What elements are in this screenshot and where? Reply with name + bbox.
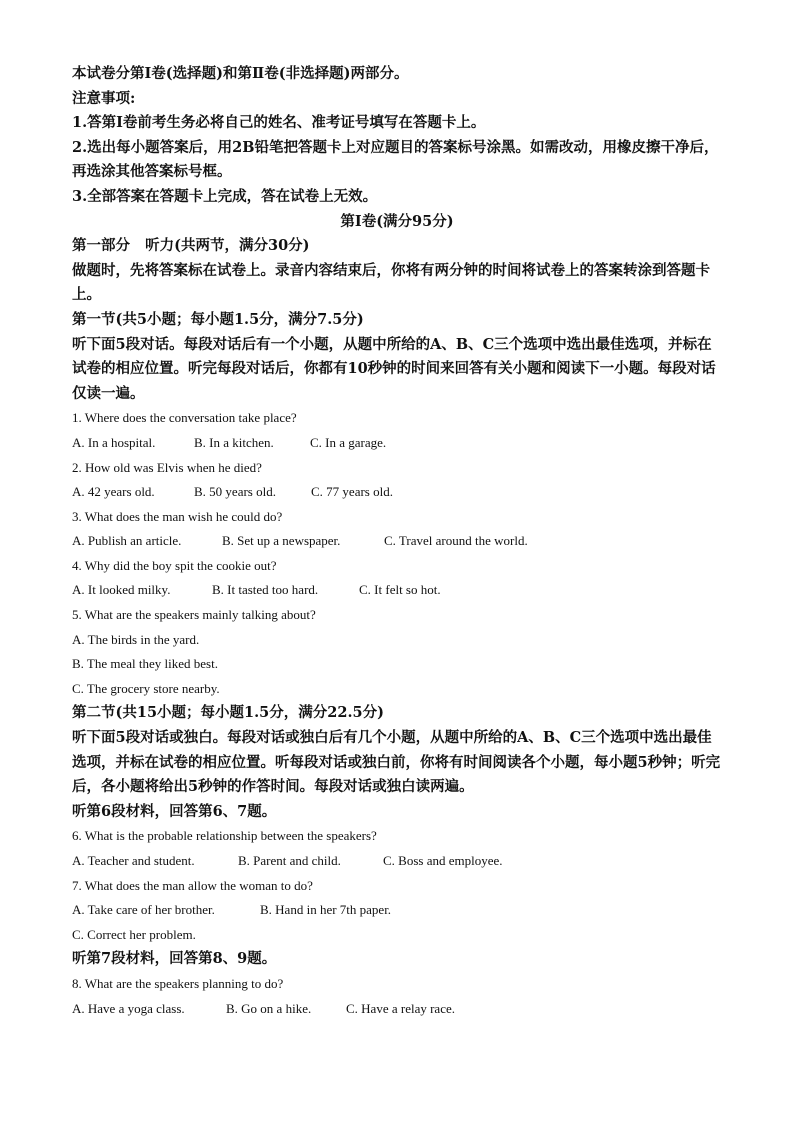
question-1-options <box>72 431 722 456</box>
option-a: A. Take care of her brother. <box>72 902 215 918</box>
option-c: C. Boss and employee. <box>383 853 503 868</box>
volume-title: 第Ⅰ卷(满分95分) <box>340 212 454 230</box>
note-item: 1.答第Ⅰ卷前考生务必将自己的姓名、准考证号填写在答题卡上。 <box>72 114 486 132</box>
question-7: 7. What does the man allow the woman to do? <box>72 877 313 893</box>
option-b: B. Go on a hike. <box>226 1000 312 1016</box>
option-b: B. It tasted too hard. <box>212 582 319 598</box>
notes-title: 注意事项: <box>72 89 136 107</box>
option-c: C. It felt so hot. <box>359 582 441 598</box>
option-b: B. Set up a newspaper. <box>222 533 341 549</box>
question-6-options <box>72 849 722 874</box>
section1-instruction: 听下面5段对话。每段对话后有一个小题，从题中所给的A、B、C三个选项中选出最佳选项，并标在试卷的相应位置。听完每段对话后，你都有10秒钟的时间来回答有关小题和阅读下一小题。每段对话仅读一遍。 <box>72 335 716 402</box>
section1-title: 第一节(共5小题；每小题1.5分，满分7.5分) <box>72 310 364 328</box>
question-1: 1. Where does the conversation take place? <box>72 410 297 426</box>
option-a: A. 42 years old. <box>72 484 155 500</box>
option-a: A. In a hospital. <box>72 434 156 450</box>
option-a: A. Have a yoga class. <box>72 1000 185 1016</box>
option-c: C. Travel around the world. <box>384 533 528 549</box>
option-a: A. Teacher and student. <box>72 853 195 868</box>
question-4-options <box>72 578 722 603</box>
material-7-heading: 听第7段材料，回答第8、9题。 <box>72 950 277 968</box>
option-a: A. The birds in the yard. <box>72 631 200 647</box>
option-c: C. Have a relay race. <box>346 1000 455 1016</box>
question-5: 5. What are the speakers mainly talking about? <box>72 607 316 623</box>
question-6: 6. What is the probable relationship between the speakers? <box>72 828 377 844</box>
option-b: B. 50 years old. <box>194 484 276 500</box>
question-2: 2. How old was Elvis when he died? <box>72 459 262 475</box>
option-c: C. In a garage. <box>310 434 387 450</box>
question-4: 4. Why did the boy spit the cookie out? <box>72 557 277 573</box>
option-a: A. It looked milky. <box>72 582 171 598</box>
section2-instruction: 听下面5段对话或独白。每段对话或独白后有几个小题，从题中所给的A、B、C三个选项中选出最佳选项，并标在试卷的相应位置。听每段对话或独白前，你将有时间阅读各个小题，每小题5秒钟；听完后，各小题将给出5秒钟的作答时间。每段对话或独白读两遍。 <box>72 729 721 796</box>
material-6-heading: 听第6段材料，回答第6、7题。 <box>72 802 277 820</box>
question-3-options <box>72 529 722 554</box>
option-c: C. 77 years old. <box>311 484 393 500</box>
part1-title: 第一部分 听力(共两节，满分30分) <box>72 237 310 255</box>
section2-title: 第二节(共15小题；每小题1.5分，满分22.5分) <box>72 704 384 722</box>
question-8-options <box>72 997 722 1022</box>
note-item: 3.全部答案在答题卡上完成，答在试卷上无效。 <box>72 187 378 205</box>
option-a: A. Publish an article. <box>72 533 182 549</box>
option-b: B. The meal they liked best. <box>72 656 218 672</box>
question-8: 8. What are the speakers planning to do? <box>72 975 284 991</box>
question-2-options <box>72 480 722 505</box>
exam-page <box>72 62 722 1021</box>
option-b: B. In a kitchen. <box>194 434 274 450</box>
option-c: C. The grocery store nearby. <box>72 680 220 696</box>
option-c: C. Correct her problem. <box>72 926 196 942</box>
part1-instruction: 做题时，先将答案标在试卷上。录音内容结束后，你将有两分钟的时间将试卷上的答案转涂到答题卡上。 <box>72 261 710 304</box>
question-3: 3. What does the man wish he could do? <box>72 508 283 524</box>
option-b: B. Parent and child. <box>238 853 341 868</box>
option-b: B. Hand in her 7th paper. <box>260 902 392 918</box>
intro-text: 本试卷分第Ⅰ卷(选择题)和第Ⅱ卷(非选择题)两部分。 <box>72 65 409 82</box>
question-7-options <box>72 898 722 923</box>
note-item: 2.选出每小题答案后，用2B铅笔把答题卡上对应题目的答案标号涂黑。如需改动，用橡皮擦干净后，再选涂其他答案标号框。 <box>72 138 719 181</box>
